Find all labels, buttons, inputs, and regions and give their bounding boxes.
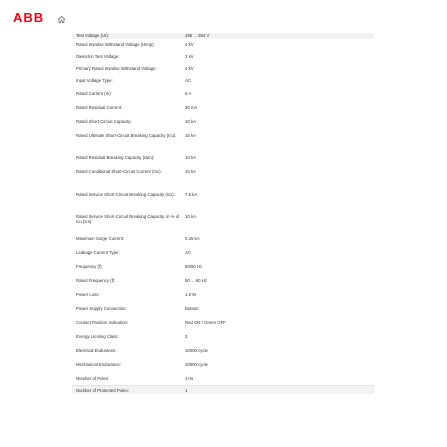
spec-label: Number of Protected Poles: xyxy=(76,388,129,393)
spec-value: 1 xyxy=(185,388,188,393)
spec-row xyxy=(72,302,374,316)
spec-row xyxy=(72,274,374,288)
spec-label: Rated Service Short-Circuit Breaking Capacity, in % of Icu (Ics): xyxy=(76,214,180,225)
specifications-table xyxy=(72,33,374,394)
spec-label: Number of Poles: xyxy=(76,376,110,381)
spec-value: 15 kA xyxy=(185,133,196,138)
spec-value: 2 kV xyxy=(185,54,194,59)
spec-label: Mechanical Endurance: xyxy=(76,362,121,367)
spec-value: 7.5 kA xyxy=(185,192,198,197)
spec-value: 50 ... 60 Hz xyxy=(185,278,207,283)
spec-row xyxy=(72,63,374,75)
spec-row xyxy=(72,51,374,63)
spec-row xyxy=(72,260,374,274)
spec-value: Bottom xyxy=(185,306,199,311)
spec-row xyxy=(72,288,374,302)
spec-value: 10 kA xyxy=(185,214,196,219)
spec-row xyxy=(72,246,374,260)
spec-value: AC xyxy=(185,78,191,83)
spec-row xyxy=(72,358,374,372)
spec-row xyxy=(72,330,374,344)
spec-value: 3 xyxy=(185,334,188,339)
spec-label: Rated Service Short-Circuit Breaking Capacity (Ics): xyxy=(76,192,175,197)
spec-row xyxy=(72,316,374,330)
spec-value: 30 mA xyxy=(185,105,198,110)
header xyxy=(0,0,447,30)
spec-row xyxy=(72,372,374,386)
spec-label: Rated Conditional Short-Circuit Current (Inc): xyxy=(76,169,162,174)
spec-label: Test Voltage (Ut): xyxy=(76,33,109,38)
home-icon[interactable] xyxy=(57,15,66,24)
spec-label: Rated Residual Current: xyxy=(76,105,123,110)
spec-label: Energy Limiting Class: xyxy=(76,334,119,339)
spec-value: 10000 cycle xyxy=(185,348,208,353)
spec-value: 1.8 W xyxy=(185,292,197,297)
spec-label: Power Loss: xyxy=(76,292,100,297)
spec-value: 10 kA xyxy=(185,155,196,160)
spec-label: Rated Ultimate Short-Circuit Breaking Capacity (Icu): xyxy=(76,133,177,138)
spec-row xyxy=(72,188,374,210)
spec-label: Rated Impulse Withstand Voltage (Uimp): xyxy=(76,42,155,47)
spec-label: Rated Frequency (f): xyxy=(76,278,116,283)
spec-row xyxy=(72,151,374,165)
spec-row xyxy=(72,101,374,115)
spec-label: Leakage Current Type: xyxy=(76,250,120,255)
spec-label: Maximum Surge Current: xyxy=(76,236,124,241)
spec-value: 195 ... 264 V xyxy=(185,33,210,38)
spec-label: Contact Position Indication: xyxy=(76,320,129,325)
spec-value: 1+N xyxy=(185,376,194,381)
spec-value: 10 kA xyxy=(185,119,196,124)
spec-value: 4 kV xyxy=(185,66,194,71)
spec-label: Rated Residual Breaking Capacity (IΔm): xyxy=(76,155,155,160)
spec-row xyxy=(72,386,374,394)
spec-label: Frequency (f): xyxy=(76,264,103,269)
spec-row xyxy=(72,75,374,87)
spec-label: Primary Rated Impulse Withstand Voltage: xyxy=(76,66,157,71)
spec-label: Rated Current (In): xyxy=(76,91,112,96)
spec-value: 0.25 kA xyxy=(185,236,200,241)
spec-label: Power Supply Connection: xyxy=(76,306,127,311)
spec-value: 10 kA xyxy=(185,169,196,174)
spec-label: Input Voltage Type: xyxy=(76,78,113,83)
spec-row xyxy=(72,129,374,151)
spec-row xyxy=(72,87,374,101)
spec-value: 20000 cycle xyxy=(185,362,208,367)
spec-value: AC xyxy=(185,250,191,255)
spec-value: 6 A xyxy=(185,91,192,96)
spec-value: 50/60 Hz xyxy=(185,264,203,269)
spec-label: Dielectric Test Voltage: xyxy=(76,54,120,59)
spec-value: 4 kV xyxy=(185,42,194,47)
spec-label: Electrical Endurance: xyxy=(76,348,117,353)
spec-row xyxy=(72,344,374,358)
spec-row xyxy=(72,115,374,129)
abb-logo[interactable]: ABB xyxy=(13,10,45,25)
spec-row xyxy=(72,165,374,188)
spec-row xyxy=(72,232,374,246)
spec-row xyxy=(72,39,374,51)
spec-value: Red ON / Green OFF xyxy=(185,320,226,325)
spec-label: Rated Short-Circuit Capacity: xyxy=(76,119,132,124)
spec-row xyxy=(72,210,374,232)
